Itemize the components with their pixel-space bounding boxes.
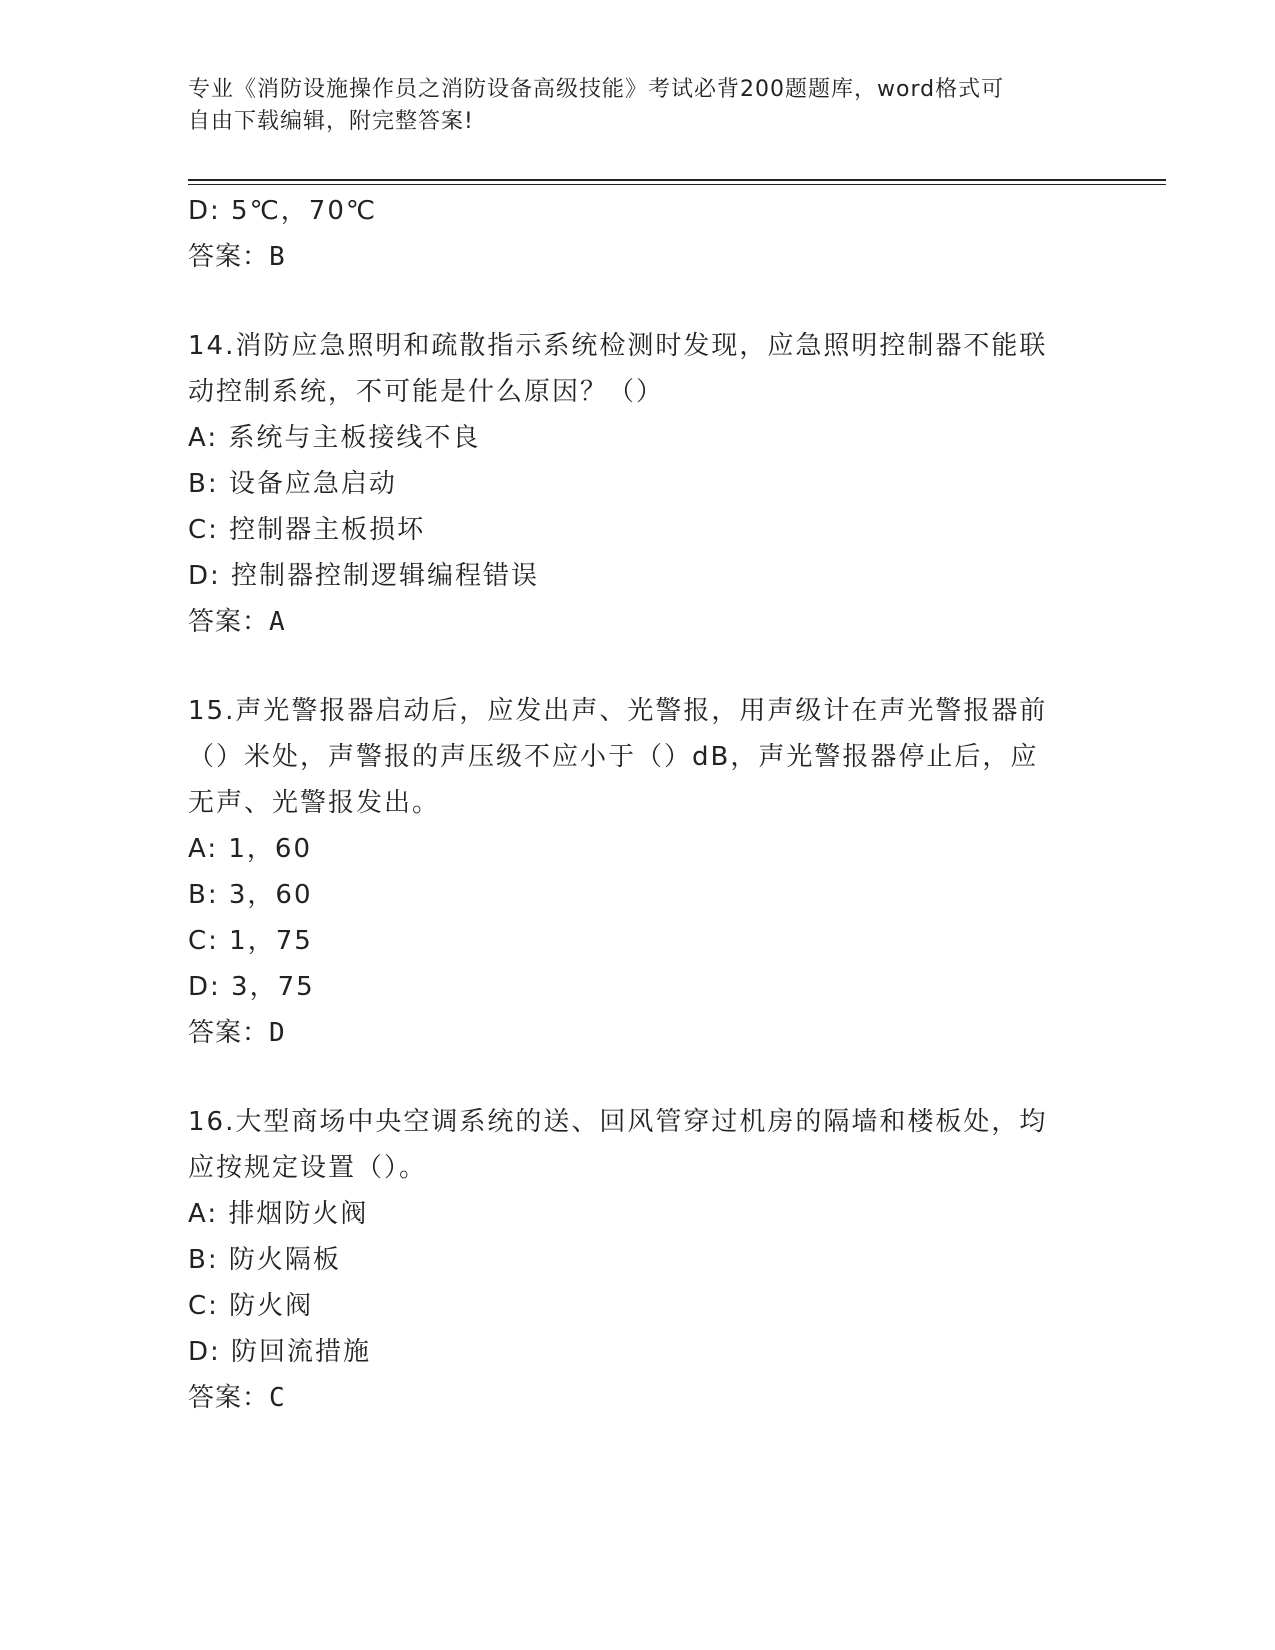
option-b: B: 3，60	[188, 880, 313, 910]
question-stem-line: 应按规定设置（）。	[188, 1153, 428, 1183]
option-d: D: 3，75	[188, 972, 315, 1002]
question-stem-line: 16.大型商场中央空调系统的送、回风管穿过机房的隔墙和楼板处，均	[188, 1107, 1048, 1137]
page-header	[188, 74, 1068, 138]
header-line-2: 自由下载编辑，附完整答案!	[188, 109, 474, 134]
option-a: A: 1，60	[188, 834, 312, 864]
question-stem-line: 无声、光警报发出。	[188, 788, 441, 818]
question-14	[188, 323, 1088, 645]
question-16	[188, 1099, 1088, 1421]
header-divider-top	[188, 179, 1166, 181]
option-c: C: 控制器主板损坏	[188, 515, 426, 545]
header-line-1: 专业《消防设施操作员之消防设备高级技能》考试必背200题题库，word格式可	[188, 77, 1005, 102]
question-stem-line: 15.声光警报器启动后，应发出声、光警报，用声级计在声光警报器前	[188, 696, 1048, 726]
option-c: C: 1，75	[188, 926, 313, 956]
option-b: B: 防火隔板	[188, 1245, 341, 1275]
question-stem-line: （）米处，声警报的声压级不应小于（）dB，声光警报器停止后，应	[188, 742, 1039, 772]
option-d: D: 防回流措施	[188, 1337, 372, 1367]
header-divider-bottom	[188, 184, 1166, 185]
option-a: A: 系统与主板接线不良	[188, 423, 481, 453]
question-stem-line: 动控制系统，不可能是什么原因？（）	[188, 377, 665, 407]
answer-line: 答案：C	[188, 1383, 286, 1413]
question-15	[188, 688, 1088, 1056]
option-c: C: 防火阀	[188, 1291, 314, 1321]
document-body	[188, 188, 1088, 1421]
answer-line: 答案：D	[188, 1018, 286, 1048]
answer-line: 答案：B	[188, 242, 286, 272]
option-d: D: 控制器控制逻辑编程错误	[188, 561, 540, 591]
answer-line: 答案：A	[188, 607, 286, 637]
option-a: A: 排烟防火阀	[188, 1199, 369, 1229]
question-stem-line: 14.消防应急照明和疏散指示系统检测时发现，应急照明控制器不能联	[188, 331, 1048, 361]
option-d: D: 5℃，70℃	[188, 196, 378, 226]
question-13-tail	[188, 188, 1088, 280]
option-b: B: 设备应急启动	[188, 469, 397, 499]
